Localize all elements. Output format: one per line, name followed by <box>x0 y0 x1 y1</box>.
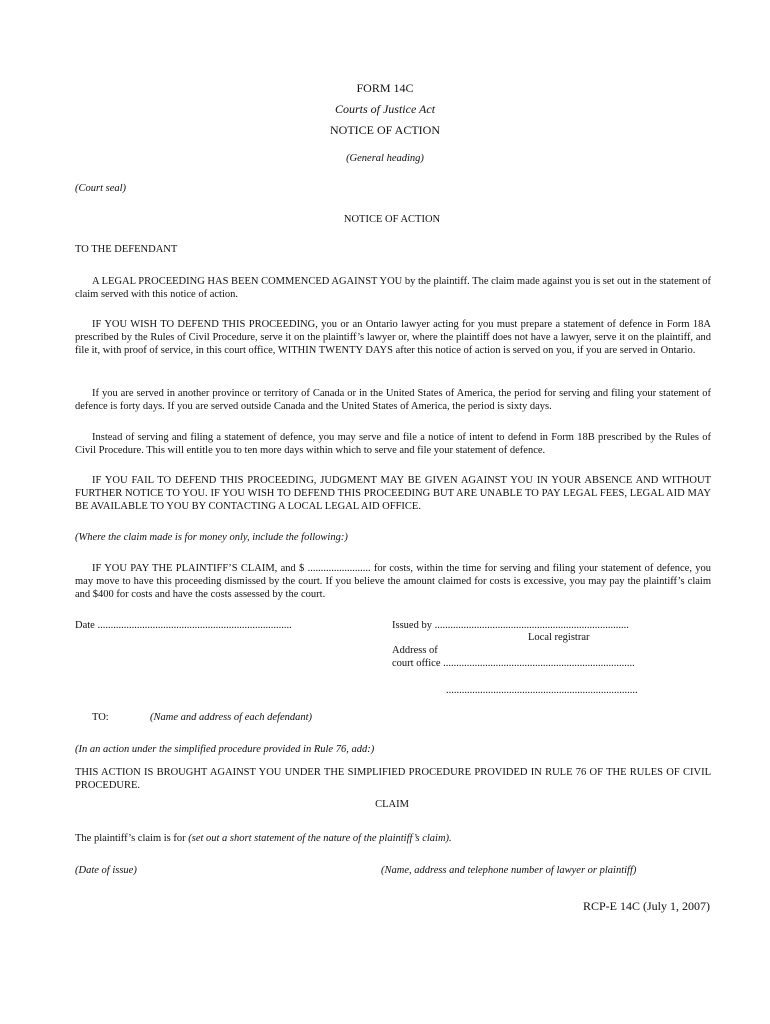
date-of-issue: (Date of issue) <box>75 865 137 876</box>
claim-prefix: The plaintiff’s claim is for <box>75 833 189 844</box>
claim-instruction: (set out a short statement of the nature of the plaintiff’s claim). <box>188 833 452 844</box>
paragraph-defend-instructions: IF YOU WISH TO DEFEND THIS PROCEEDING, you or an Ontario lawyer acting for you must prepare a statement of defence in Form 18A prescribed by the Rules of Civil Procedure, serve it on the plaintiff’s lawyer or, where the plaintiff does not have a lawyer, serve it on the plaintiff, and file it, with proof of service, in this court office, WITHIN TWENTY DAYS after this notice of action is served on you, if you are served in Ontario. <box>75 319 711 356</box>
paragraph-failure-to-defend: IF YOU FAIL TO DEFEND THIS PROCEEDING, JUDGMENT MAY BE GIVEN AGAINST YOU IN YOUR ABSENCE AND WITHOUT FURTHER NOTICE TO YOU. IF YOU WISH TO DEFEND THIS PROCEEDING BUT ARE UNABLE TO PAY LEGAL FEES, LEGAL AID MAY BE AVAILABLE TO YOU BY CONTACTING A LOCAL LEGAL AID OFFICE. <box>75 475 711 512</box>
local-registrar-label: Local registrar <box>528 632 590 643</box>
simplified-procedure-statement: THIS ACTION IS BROUGHT AGAINST YOU UNDER THE SIMPLIFIED PROCEDURE PROVIDED IN RULE 76 OF THE RULES OF CIVIL PROCEDURE. <box>75 767 711 791</box>
claim-statement <box>75 832 452 845</box>
paragraph-proceeding-commenced: A LEGAL PROCEEDING HAS BEEN COMMENCED AGAINST YOU by the plaintiff. The claim made against you is set out in the statement of claim served with this notice of action. <box>75 276 711 300</box>
notice-heading: NOTICE OF ACTION <box>343 214 441 225</box>
general-heading: (General heading) <box>346 153 424 164</box>
lawyer-info: (Name, address and telephone number of lawyer or plaintiff) <box>381 865 637 876</box>
simplified-procedure-note: (In an action under the simplified procedure provided in Rule 76, add:) <box>75 744 375 755</box>
to-defendant-heading: TO THE DEFENDANT <box>75 244 178 255</box>
paragraph-pay-claim: IF YOU PAY THE PLAINTIFF’S CLAIM, and $ ........................ for costs, within the time for serving and filing your statement of defence, you may move to have this proceeding dismissed by the court. If you believe the amount claimed for costs is excessive, you may pay the plaintiff’s claim and $400 for costs and have the costs assessed by the court. <box>75 563 711 600</box>
act-name: Courts of Justice Act <box>334 102 436 116</box>
address-extra-line: ......................................................................... <box>446 685 638 696</box>
to-label: TO: <box>92 712 109 723</box>
page-title: NOTICE OF ACTION <box>330 123 440 137</box>
money-only-note: (Where the claim made is for money only, include the following:) <box>75 532 348 543</box>
claim-heading: CLAIM <box>375 799 409 810</box>
paragraph-served-elsewhere: If you are served in another province or territory of Canada or in the United States of America, the period for serving and filing your statement of defence is forty days. If you are served outside Canada and the United States of America, the period is sixty days. <box>75 388 711 412</box>
court-office-line: court office ......................................................................... <box>392 658 635 669</box>
paragraph-notice-of-intent: Instead of serving and filing a statement of defence, you may serve and file a notice of intent to defend in Form 18B prescribed by the Rules of Civil Procedure. This will entitle you to ten more days within which to serve and file your statement of defence. <box>75 432 711 456</box>
issued-by-line: Issued by .......................................................................... <box>392 620 629 631</box>
date-field-line: Date .......................................................................... <box>75 620 292 631</box>
form-code: RCP-E 14C (July 1, 2007) <box>582 899 710 913</box>
address-of-label: Address of <box>392 645 438 656</box>
court-seal: (Court seal) <box>75 183 127 194</box>
to-defendants-value: (Name and address of each defendant) <box>150 712 313 723</box>
form-number: FORM 14C <box>356 81 414 95</box>
